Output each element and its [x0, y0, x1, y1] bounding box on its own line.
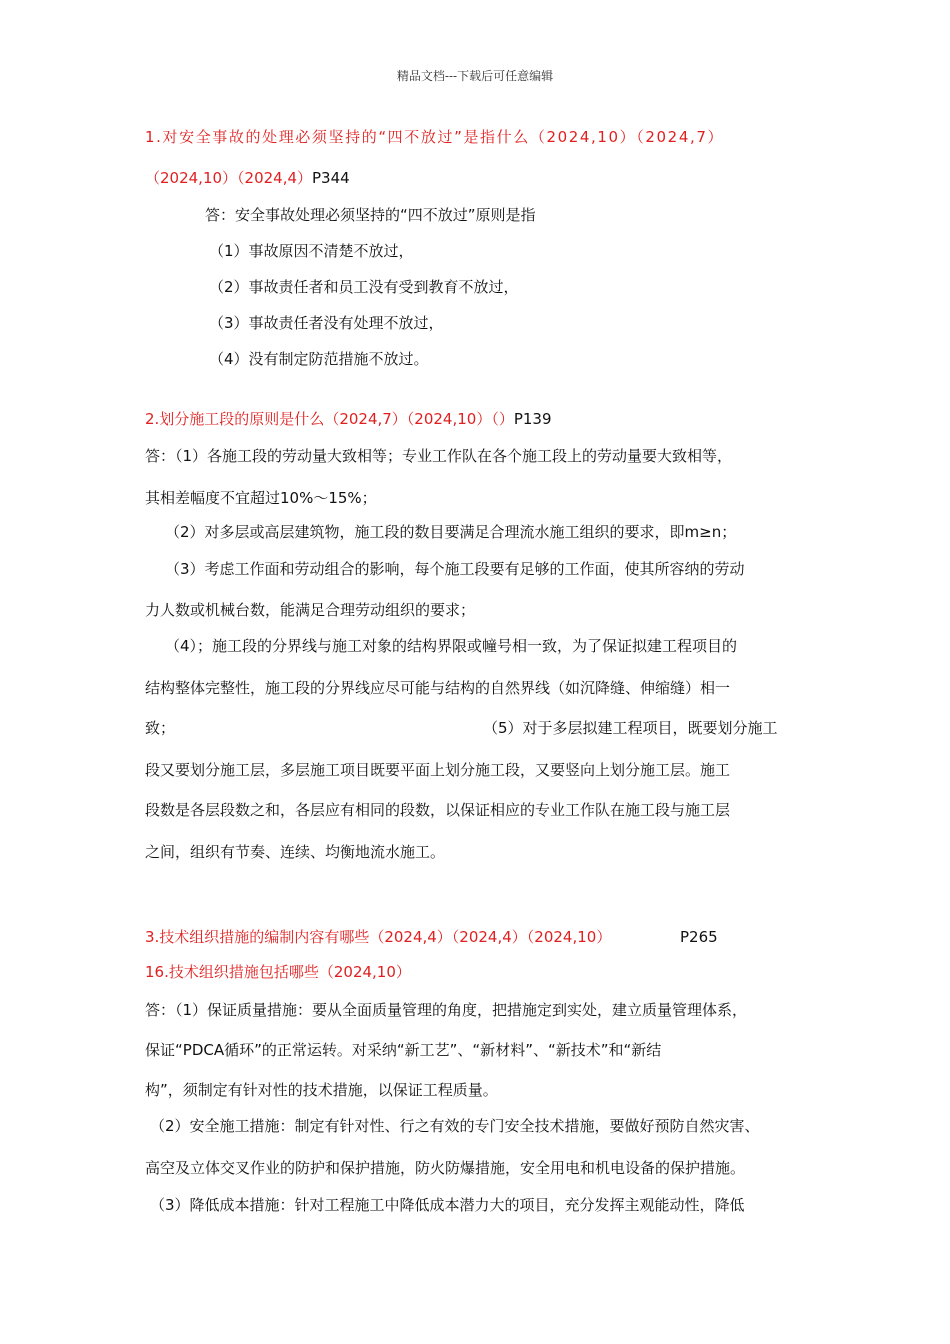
answer-line: 答：（1）各施工段的劳动量大致相等；专业工作队在各个施工段上的劳动量要大致相等，: [145, 447, 733, 465]
answer-line: 段数是各层段数之和，各层应有相同的段数，以保证相应的专业工作队在施工段与施工层: [145, 801, 731, 819]
question-2-title-text: 2.划分施工段的原则是什么（2024,7）（2024,10）（）: [145, 410, 514, 428]
question-2-page-ref: P139: [513, 410, 552, 428]
answer-line: 高空及立体交叉作业的防护和保护措施，防火防爆措施，安全用电和机电设备的保护措施。: [145, 1159, 746, 1177]
question-2-title: [145, 409, 552, 429]
answer-line: （4）；施工段的分界线与施工对象的结构界限或幢号相一致，为了保证拟建工程项目的: [165, 637, 738, 655]
question-3-page-ref: P265: [680, 928, 718, 946]
answer-line: 段又要划分施工层，多层施工项目既要平面上划分施工段，又要竖向上划分施工层。施工: [145, 761, 731, 779]
question-1-item: （4）没有制定防范措施不放过。: [209, 350, 429, 368]
answer-line: 致；: [145, 719, 176, 737]
answer-line: 保证“PDCA循环”的正常运转。对采纳“新工艺”、“新材料”、“新技术”和“新结: [145, 1041, 662, 1059]
answer-line: （2）安全施工措施：制定有针对性、行之有效的专门安全技术措施，要做好预防自然灾害、: [150, 1117, 760, 1135]
answer-line: 结构整体完整性，施工段的分界线应尽可能与结构的自然界线（如沉降缝、伸缩缝）相一: [145, 679, 731, 697]
answer-line: （2）对多层或高层建筑物，施工段的数目要满足合理流水施工组织的要求，即m≥n；: [165, 523, 737, 541]
question-3-title: 3.技术组织措施的编制内容有哪些（2024,4）（2024,4）（2024,10）: [145, 928, 612, 946]
answer-line: 之间，组织有节奏、连续、均衡地流水施工。: [145, 843, 446, 861]
question-1-item: （2）事故责任者和员工没有受到教育不放过，: [209, 278, 519, 296]
question-1-item: （3）事故责任者没有处理不放过，: [209, 314, 444, 332]
answer-line: 力人数或机械台数，能满足合理劳动组织的要求；: [145, 601, 476, 619]
question-1-item: （1）事故原因不清楚不放过，: [209, 242, 414, 260]
answer-line: （3）降低成本措施：针对工程施工中降低成本潜力大的项目，充分发挥主观能动性，降低: [150, 1196, 745, 1214]
answer-line: 其相差幅度不宜超过10%～15%；: [145, 489, 377, 507]
answer-line: （3）考虑工作面和劳动组合的影响，每个施工段要有足够的工作面，使其所容纳的劳动: [165, 560, 745, 578]
answer-line: （5）对于多层拟建工程项目，既要划分施工: [483, 719, 778, 737]
question-1-page-ref: P344: [312, 169, 350, 187]
question-1-dates: （2024,10）（2024,4）: [145, 169, 313, 187]
answer-line: 构”，须制定有针对性的技术措施，以保证工程质量。: [145, 1081, 498, 1099]
answer-line: 答：（1）保证质量措施：要从全面质量管理的角度，把措施定到实处，建立质量管理体系，: [145, 1001, 748, 1019]
page-header: 精品文档---下载后可任意编辑: [396, 69, 554, 83]
question-16-title: 16.技术组织措施包括哪些（2024,10）: [145, 963, 411, 981]
question-1-answer-intro: 答：安全事故处理必须坚持的“四不放过”原则是指: [205, 206, 536, 224]
question-1-title-cont: [145, 168, 350, 188]
question-1-title: 1.对安全事故的处理必须坚持的“四不放过”是指什么（2024,10）（2024,7）: [145, 128, 725, 146]
